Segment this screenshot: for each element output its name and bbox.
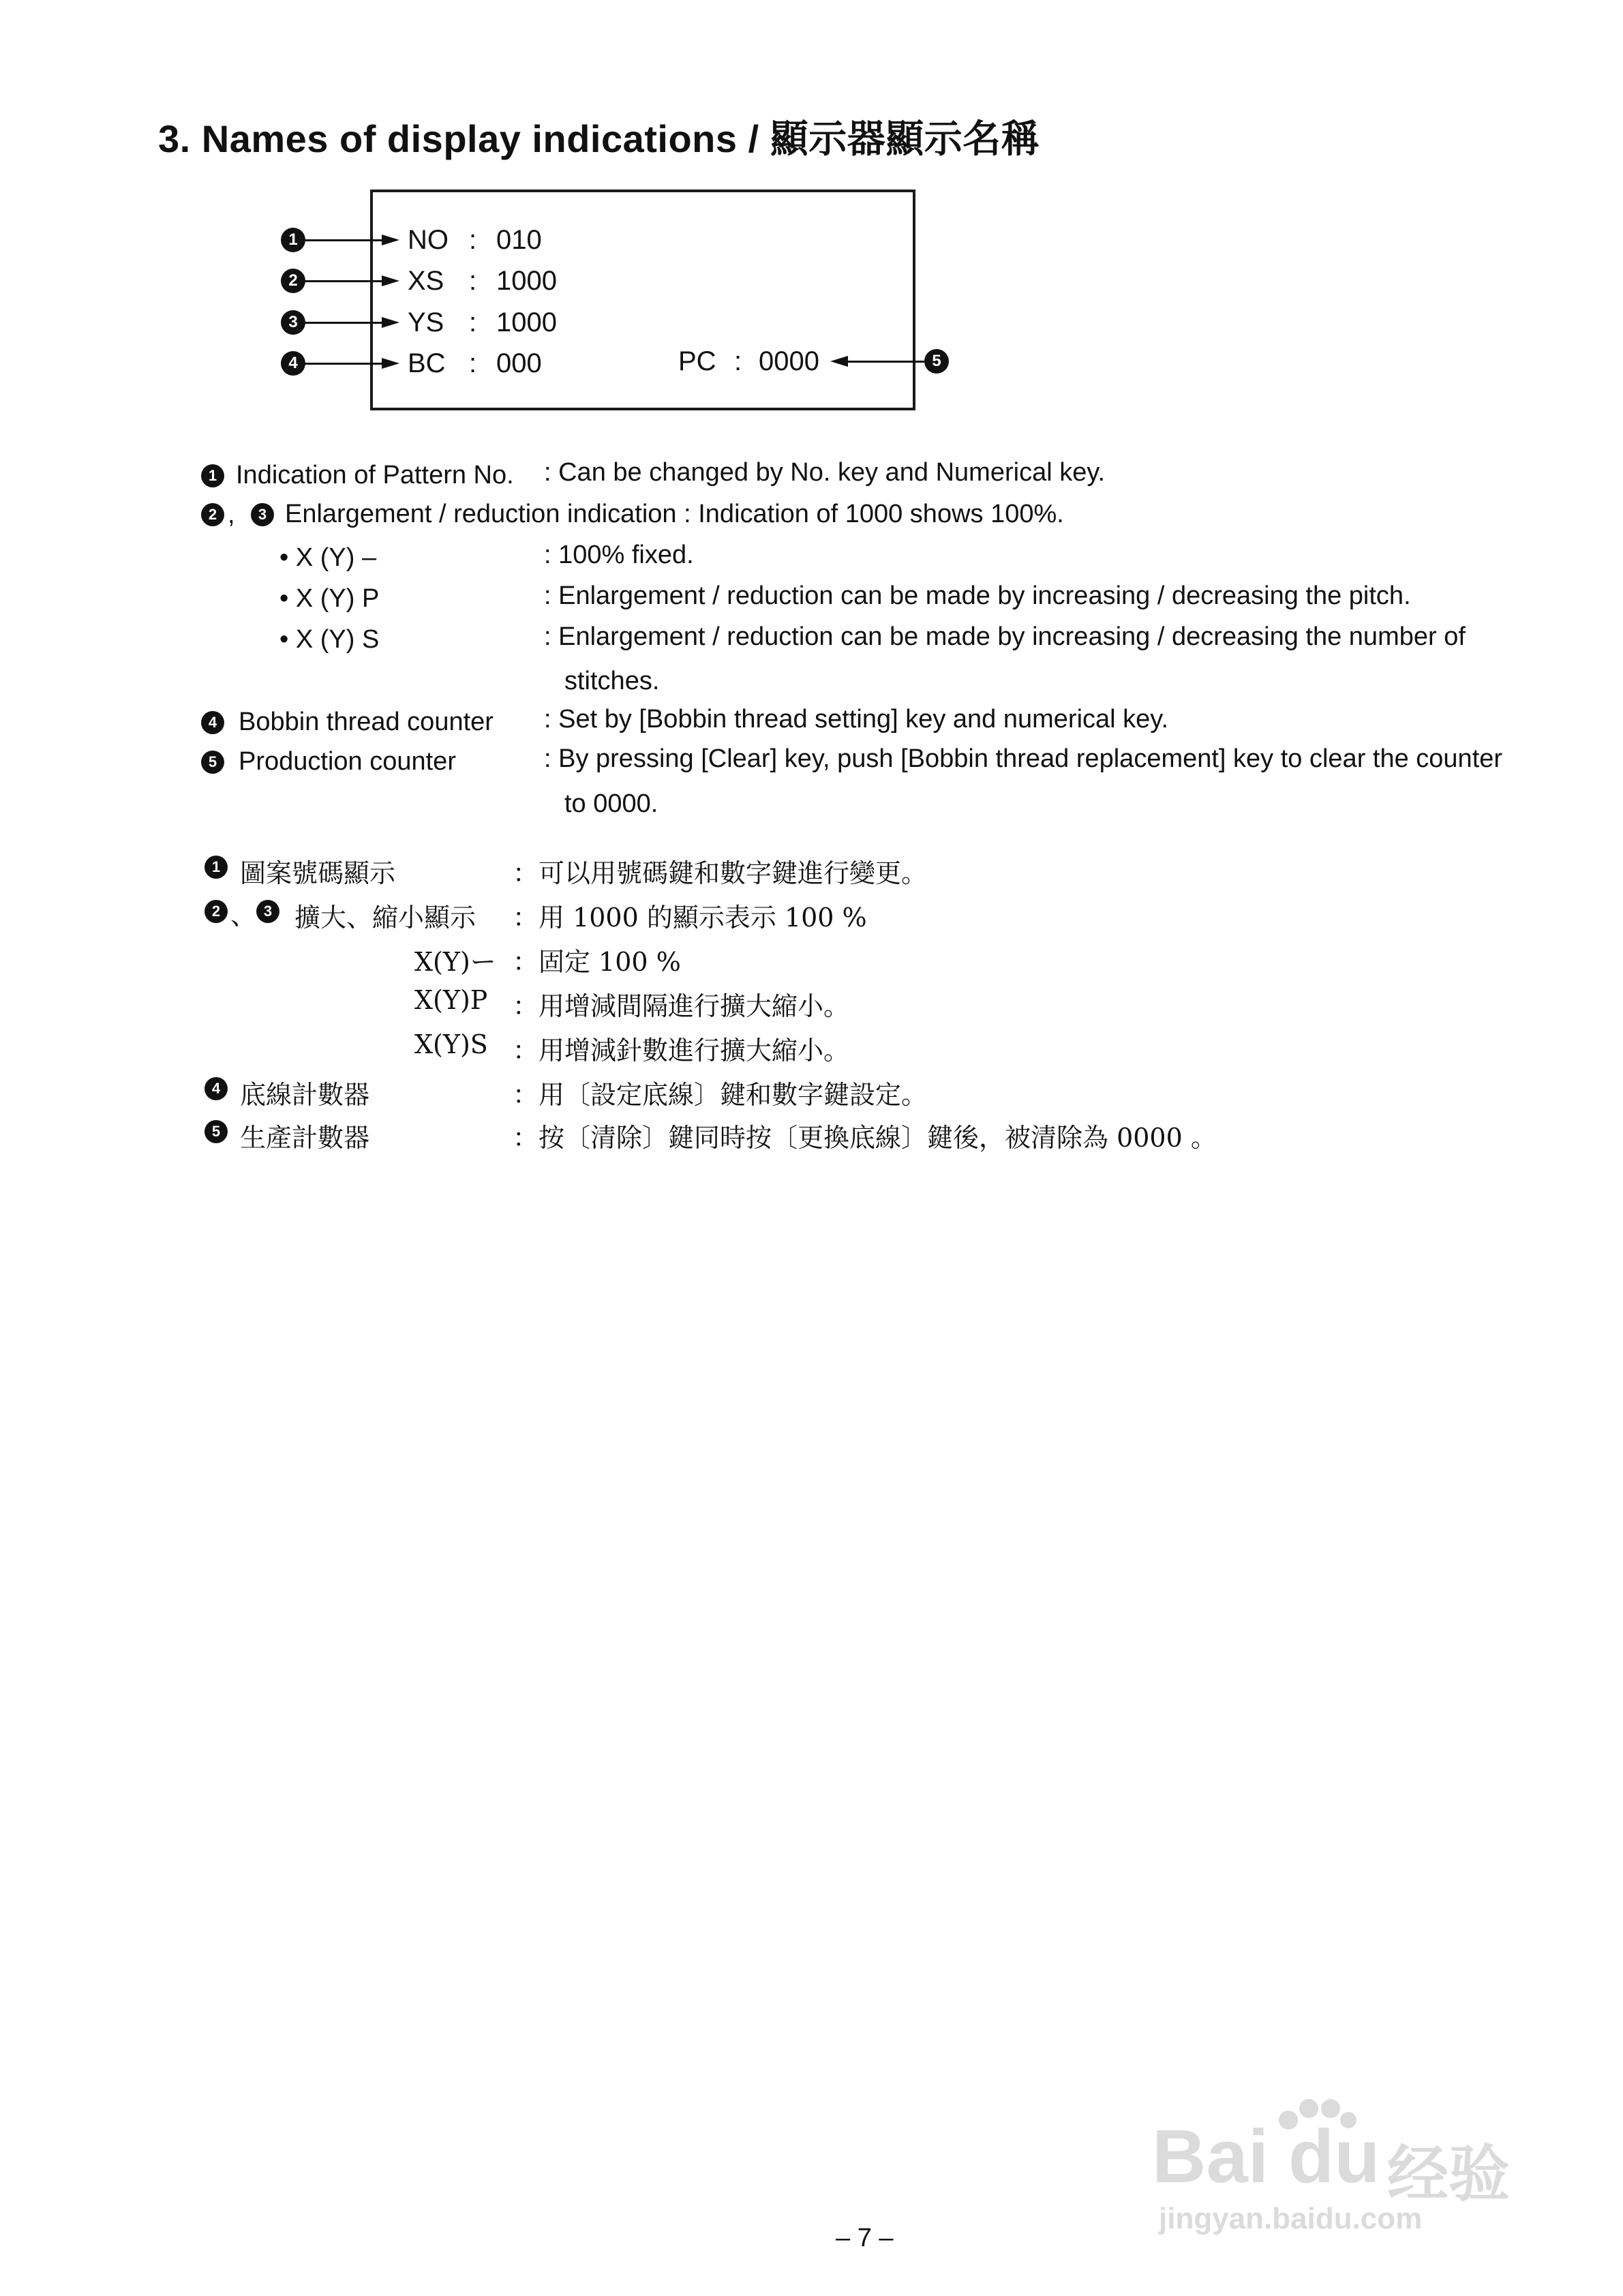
display-colon: : — [469, 348, 477, 378]
pattern-no-label-zh: 圖案號碼顯示 — [240, 858, 396, 888]
production-desc: : By pressing [Clear] key, push [Bobbin thread replacement] key to clear the counter — [544, 744, 1503, 773]
display-label: XS — [408, 266, 444, 296]
arrow-head-icon — [382, 358, 399, 369]
marker-4-icon: 4 — [281, 351, 305, 376]
sub-desc-xy-s: : Enlargement / reduction can be made by increasing / decreasing the number of — [544, 622, 1466, 651]
arrow-line — [843, 361, 924, 363]
marker-5-icon: 5 — [201, 751, 224, 774]
sub-label-xy-p: • X (Y) P — [279, 584, 380, 613]
marker-1-icon: 1 — [281, 228, 305, 252]
marker-2-icon: 2 — [201, 503, 224, 526]
bobbin-label: Bobbin thread counter — [239, 708, 494, 736]
marker-4-icon: 4 — [201, 711, 224, 734]
marker-1-icon: 1 — [201, 464, 224, 487]
pattern-no-desc-zh: ：可以用號碼鍵和數字鍵進行變更。 — [513, 858, 928, 888]
enlarge-label-zh: 擴大、縮小顯示 — [294, 903, 476, 933]
display-value: 000 — [496, 348, 542, 378]
marker-2-icon: 2 — [281, 269, 305, 293]
marker-3-icon: 3 — [256, 900, 279, 923]
arrow-line — [304, 363, 393, 365]
sub-desc-xy-minus: : 100% fixed. — [544, 541, 694, 569]
display-colon: : — [469, 266, 477, 296]
sub-desc-zh: ：用增減間隔進行擴大縮小。 — [513, 991, 850, 1021]
production-label: Production counter — [239, 747, 456, 776]
bobbin-label-zh: 底線計數器 — [240, 1080, 370, 1110]
arrow-head-icon — [382, 235, 399, 245]
page-number: – 7 – — [836, 2224, 894, 2252]
sub-desc-xy-s-cont: stitches. — [564, 667, 660, 695]
display-panel — [370, 190, 915, 410]
arrow-line — [304, 280, 393, 282]
marker-1-icon: 1 — [204, 856, 228, 879]
marker-2-icon: 2 — [204, 900, 228, 923]
enlarge-text: Enlargement / reduction indication : Indication of 1000 shows 100%. — [285, 500, 1064, 528]
marker-separator: 、 — [230, 901, 257, 931]
display-colon: : — [469, 307, 477, 337]
display-colon: : — [734, 346, 742, 376]
marker-5-icon: 5 — [204, 1120, 228, 1143]
display-label: PC — [678, 346, 716, 376]
pattern-no-desc: : Can be changed by No. key and Numerical key. — [544, 458, 1106, 487]
display-label: NO — [408, 225, 449, 255]
display-value: 010 — [496, 225, 542, 255]
display-value: 1000 — [496, 266, 557, 296]
arrow-head-icon — [382, 317, 399, 328]
bobbin-desc-zh: ：用〔設定底線〕鍵和數字鍵設定。 — [513, 1080, 928, 1110]
sub-label-xy-s: • X (Y) S — [279, 625, 380, 654]
page-title: 3. Names of display indications / 顯示器顯示名稱 — [158, 117, 1040, 160]
watermark-brand: Bai — [1152, 2115, 1269, 2199]
display-label: YS — [408, 307, 444, 337]
display-value: 0000 — [759, 346, 819, 376]
sub-label-zh: X(Y)ー — [414, 947, 496, 977]
marker-3-icon: 3 — [281, 310, 305, 335]
bobbin-desc: : Set by [Bobbin thread setting] key and numerical key. — [544, 705, 1169, 734]
sub-label-xy-minus: • X (Y) – — [279, 543, 377, 572]
sub-desc-zh: ：用增減針數進行擴大縮小。 — [513, 1036, 850, 1066]
enlarge-desc-zh: ：用 1000 的顯示表示 100 % — [513, 903, 867, 933]
watermark-cn: 经验 — [1387, 2139, 1510, 2210]
arrow-line — [304, 239, 393, 241]
pattern-no-label: Indication of Pattern No. — [236, 461, 514, 489]
display-value: 1000 — [496, 307, 557, 337]
arrow-line — [304, 322, 393, 324]
marker-separator: , — [228, 500, 235, 529]
sub-desc-zh: ：固定 100 % — [513, 947, 681, 977]
production-desc-zh: ：按〔清除〕鍵同時按〔更換底線〕鍵後，被清除為 0000 。 — [513, 1123, 1217, 1153]
production-desc-cont: to 0000. — [564, 789, 658, 818]
watermark-brand2: du — [1288, 2115, 1380, 2199]
display-colon: : — [469, 225, 477, 255]
sub-label-zh: X(Y)P — [414, 985, 488, 1015]
watermark-url: jingyan.baidu.com — [1159, 2202, 1423, 2235]
display-label: BC — [408, 348, 446, 378]
arrow-head-icon — [382, 275, 399, 286]
production-label-zh: 生產計數器 — [240, 1123, 370, 1153]
marker-5-icon: 5 — [924, 349, 949, 374]
baidu-watermark — [1152, 2100, 1534, 2236]
paw-icon — [1275, 2096, 1356, 2137]
marker-4-icon: 4 — [204, 1077, 228, 1100]
sub-desc-xy-p: : Enlargement / reduction can be made by increasing / decreasing the pitch. — [544, 581, 1411, 610]
sub-label-zh: X(Y)S — [414, 1029, 488, 1059]
marker-3-icon: 3 — [251, 503, 274, 526]
